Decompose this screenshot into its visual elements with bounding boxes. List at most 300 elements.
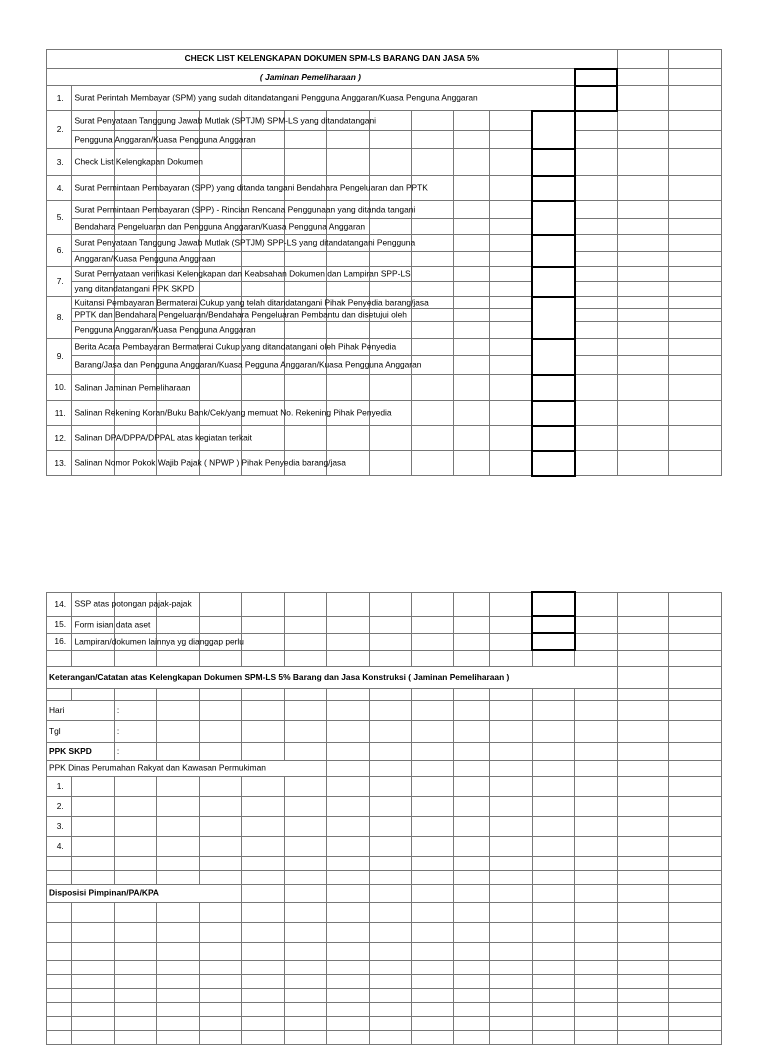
grid-cell bbox=[575, 1002, 617, 1016]
grid-cell bbox=[454, 902, 490, 922]
grid-cell bbox=[532, 1016, 574, 1030]
grid-cell bbox=[617, 666, 668, 688]
grid-cell bbox=[668, 884, 721, 902]
grid-cell bbox=[157, 776, 199, 796]
grid-cell bbox=[284, 592, 326, 616]
grid-cell bbox=[490, 235, 532, 252]
grid-cell bbox=[47, 942, 72, 960]
grid-cell bbox=[411, 282, 453, 297]
check-box bbox=[532, 592, 574, 616]
grid-cell bbox=[532, 720, 574, 742]
grid-cell bbox=[454, 235, 490, 252]
grid-cell bbox=[668, 297, 721, 309]
item-text bbox=[72, 375, 191, 401]
grid-cell bbox=[454, 922, 490, 942]
grid-cell bbox=[199, 836, 241, 856]
grid-cell bbox=[411, 836, 453, 856]
grid-cell bbox=[454, 252, 490, 267]
grid-cell bbox=[454, 720, 490, 742]
grid-cell bbox=[617, 742, 668, 760]
grid-cell bbox=[157, 1030, 199, 1044]
grid-cell bbox=[668, 720, 721, 742]
grid-cell bbox=[327, 742, 369, 760]
grid-cell bbox=[242, 836, 284, 856]
checklist-upper-table bbox=[46, 49, 722, 477]
grid-cell bbox=[72, 870, 114, 884]
grid-cell bbox=[617, 267, 668, 282]
item-text-text: Salinan Nomor Pokok Wajib Pajak ( NPWP ) Pihak Penyedia barang/jasa bbox=[74, 457, 346, 468]
grid-cell bbox=[284, 1030, 326, 1044]
grid-cell bbox=[575, 616, 617, 633]
grid-cell bbox=[617, 297, 668, 309]
grid-cell bbox=[157, 688, 199, 700]
grid-cell bbox=[617, 69, 668, 86]
grid-cell bbox=[575, 720, 617, 742]
item-text bbox=[72, 149, 203, 176]
grid-cell bbox=[284, 633, 326, 650]
grid-cell bbox=[369, 816, 411, 836]
grid-cell bbox=[668, 796, 721, 816]
grid-cell bbox=[454, 988, 490, 1002]
grid-cell bbox=[668, 86, 721, 111]
grid-cell bbox=[411, 592, 453, 616]
grid-cell bbox=[157, 700, 199, 720]
grid-cell bbox=[575, 219, 617, 235]
grid-cell bbox=[114, 1016, 156, 1030]
grid-cell bbox=[327, 131, 369, 149]
grid-cell bbox=[575, 870, 617, 884]
grid-cell bbox=[668, 1002, 721, 1016]
grid-cell bbox=[575, 401, 617, 426]
item-text-text: Salinan Jaminan Pemeliharaan bbox=[74, 382, 191, 393]
grid-cell bbox=[327, 426, 369, 451]
grid-cell bbox=[575, 201, 617, 219]
grid-cell bbox=[157, 856, 199, 870]
grid-cell bbox=[490, 700, 532, 720]
grid-cell bbox=[454, 960, 490, 974]
grid-cell bbox=[411, 884, 453, 902]
grid-cell bbox=[199, 974, 241, 988]
grid-cell bbox=[242, 884, 284, 902]
grid-cell bbox=[284, 816, 326, 836]
grid-cell bbox=[454, 426, 490, 451]
item-number: 8. bbox=[47, 297, 72, 339]
grid-cell bbox=[72, 942, 114, 960]
grid-cell bbox=[411, 688, 453, 700]
grid-cell bbox=[454, 650, 490, 666]
grid-cell bbox=[668, 760, 721, 776]
grid-cell bbox=[114, 870, 156, 884]
grid-cell bbox=[411, 616, 453, 633]
grid-cell bbox=[490, 401, 532, 426]
grid-cell bbox=[532, 760, 574, 776]
item-text-text: Kuitansi Pembayaran Bermaterai Cukup yang telah ditandatangani Pihak Penyedia barang/jasa bbox=[74, 297, 429, 308]
grid-cell bbox=[411, 720, 453, 742]
grid-cell bbox=[242, 942, 284, 960]
item-text-text: Barang/Jasa dan Pengguna Anggaran/Kuasa Pegguna Anggaran/Kuasa Pengguna Anggaran bbox=[74, 359, 422, 370]
grid-cell bbox=[242, 688, 284, 700]
grid-cell bbox=[327, 884, 369, 902]
grid-cell bbox=[617, 633, 668, 650]
grid-cell bbox=[454, 884, 490, 902]
grid-cell bbox=[199, 816, 241, 836]
grid-cell bbox=[532, 960, 574, 974]
grid-cell bbox=[157, 870, 199, 884]
grid-cell bbox=[532, 974, 574, 988]
grid-cell bbox=[617, 960, 668, 974]
grid-cell bbox=[47, 1016, 72, 1030]
grid-cell bbox=[327, 1016, 369, 1030]
grid-cell bbox=[242, 633, 284, 650]
grid-cell bbox=[199, 616, 241, 633]
grid-cell bbox=[327, 252, 369, 267]
grid-cell bbox=[369, 1002, 411, 1016]
item-text bbox=[72, 633, 244, 650]
grid-cell bbox=[668, 922, 721, 942]
grid-cell bbox=[284, 988, 326, 1002]
grid-cell bbox=[199, 942, 241, 960]
grid-cell bbox=[411, 870, 453, 884]
grid-cell bbox=[575, 252, 617, 267]
grid-cell bbox=[369, 426, 411, 451]
grid-cell bbox=[490, 149, 532, 176]
grid-cell bbox=[668, 974, 721, 988]
grid-cell bbox=[617, 176, 668, 201]
grid-cell bbox=[575, 650, 617, 666]
grid-cell bbox=[242, 149, 284, 176]
grid-cell bbox=[72, 796, 114, 816]
grid-cell bbox=[114, 796, 156, 816]
grid-cell bbox=[617, 688, 668, 700]
grid-cell bbox=[575, 426, 617, 451]
grid-cell bbox=[617, 1030, 668, 1044]
grid-cell bbox=[490, 322, 532, 339]
grid-cell bbox=[668, 339, 721, 356]
grid-cell bbox=[327, 616, 369, 633]
ppk-dinas-label bbox=[47, 760, 327, 776]
grid-cell bbox=[327, 974, 369, 988]
grid-cell bbox=[575, 760, 617, 776]
grid-cell bbox=[532, 700, 574, 720]
grid-cell bbox=[617, 111, 668, 131]
grid-cell bbox=[369, 592, 411, 616]
grid-cell bbox=[668, 322, 721, 339]
grid-cell bbox=[284, 856, 326, 870]
grid-cell bbox=[411, 267, 453, 282]
grid-cell bbox=[411, 339, 453, 356]
grid-cell bbox=[575, 960, 617, 974]
grid-cell bbox=[575, 700, 617, 720]
item-text-text: Berita Acara Pembayaran Bermaterai Cukup yang ditandatangani oleh Pihak Penyedia bbox=[74, 341, 397, 352]
grid-cell bbox=[327, 592, 369, 616]
grid-cell bbox=[668, 309, 721, 322]
grid-cell bbox=[532, 1002, 574, 1016]
grid-cell bbox=[490, 451, 532, 476]
grid-cell bbox=[411, 922, 453, 942]
grid-cell bbox=[490, 742, 532, 760]
grid-cell bbox=[411, 401, 453, 426]
grid-cell bbox=[411, 201, 453, 219]
grid-cell bbox=[617, 219, 668, 235]
grid-cell bbox=[454, 356, 490, 375]
grid-cell bbox=[369, 219, 411, 235]
grid-cell bbox=[668, 426, 721, 451]
grid-cell bbox=[284, 922, 326, 942]
grid-cell bbox=[284, 776, 326, 796]
grid-cell bbox=[617, 322, 668, 339]
grid-cell bbox=[199, 1030, 241, 1044]
grid-cell bbox=[532, 942, 574, 960]
grid-cell bbox=[617, 988, 668, 1002]
grid-cell bbox=[668, 742, 721, 760]
grid-cell bbox=[575, 267, 617, 282]
grid-cell bbox=[411, 426, 453, 451]
grid-cell bbox=[617, 616, 668, 633]
item-number: 10. bbox=[47, 375, 72, 401]
item-text-text: Lampiran/dokumen lainnya yg dianggap perlu bbox=[74, 636, 244, 647]
hari-label: Hari bbox=[47, 700, 115, 720]
grid-cell bbox=[575, 282, 617, 297]
grid-cell bbox=[668, 111, 721, 131]
item-text bbox=[72, 201, 416, 219]
grid-cell bbox=[411, 650, 453, 666]
grid-cell bbox=[575, 856, 617, 870]
grid-cell bbox=[411, 451, 453, 476]
grid-cell bbox=[668, 666, 721, 688]
grid-cell bbox=[532, 870, 574, 884]
grid-cell bbox=[411, 149, 453, 176]
item-text bbox=[72, 339, 397, 356]
grid-cell bbox=[617, 942, 668, 960]
grid-cell bbox=[490, 111, 532, 131]
item-text-text: Anggaran/Kuasa Pengguna Anggraan bbox=[74, 253, 216, 264]
grid-cell bbox=[72, 650, 114, 666]
grid-cell bbox=[369, 616, 411, 633]
grid-cell bbox=[327, 322, 369, 339]
check-box bbox=[532, 426, 574, 451]
item-number: 1. bbox=[47, 86, 72, 111]
item-text bbox=[72, 401, 392, 426]
grid-cell bbox=[454, 974, 490, 988]
grid-cell bbox=[411, 111, 453, 131]
grid-cell bbox=[575, 1016, 617, 1030]
grid-cell bbox=[668, 960, 721, 974]
grid-cell bbox=[369, 633, 411, 650]
grid-cell bbox=[575, 776, 617, 796]
item-text bbox=[72, 131, 256, 149]
check-box bbox=[532, 451, 574, 476]
grid-cell bbox=[490, 1016, 532, 1030]
grid-cell bbox=[575, 356, 617, 375]
grid-cell bbox=[490, 339, 532, 356]
grid-cell bbox=[157, 942, 199, 960]
grid-cell bbox=[454, 633, 490, 650]
grid-cell bbox=[114, 1030, 156, 1044]
grid-cell bbox=[72, 1002, 114, 1016]
grid-cell bbox=[617, 426, 668, 451]
grid-cell bbox=[157, 836, 199, 856]
grid-cell bbox=[411, 776, 453, 796]
grid-cell bbox=[284, 149, 326, 176]
grid-cell bbox=[617, 836, 668, 856]
grid-cell bbox=[157, 720, 199, 742]
grid-cell bbox=[157, 796, 199, 816]
grid-cell bbox=[617, 339, 668, 356]
grid-cell bbox=[490, 1030, 532, 1044]
grid-cell bbox=[617, 201, 668, 219]
item-text bbox=[72, 322, 256, 339]
item-text-text: Surat Penyataan Tanggung Jawab Mutlak (SPTJM) SPM-LS yang ditandatangani bbox=[74, 115, 376, 126]
grid-cell bbox=[242, 1030, 284, 1044]
colon-cell: : bbox=[114, 720, 156, 742]
grid-cell bbox=[284, 375, 326, 401]
check-box bbox=[532, 616, 574, 633]
grid-cell bbox=[668, 776, 721, 796]
grid-cell bbox=[575, 176, 617, 201]
grid-cell bbox=[575, 942, 617, 960]
item-text bbox=[72, 219, 366, 235]
check-box bbox=[575, 69, 617, 86]
grid-cell bbox=[617, 760, 668, 776]
grid-cell bbox=[575, 816, 617, 836]
grid-cell bbox=[454, 282, 490, 297]
note-number: 2. bbox=[47, 796, 72, 816]
grid-cell bbox=[369, 131, 411, 149]
grid-cell bbox=[454, 688, 490, 700]
grid-cell bbox=[668, 149, 721, 176]
grid-cell bbox=[157, 922, 199, 942]
grid-cell bbox=[490, 309, 532, 322]
grid-cell bbox=[327, 149, 369, 176]
item-number: 4. bbox=[47, 176, 72, 201]
item-text bbox=[72, 111, 376, 131]
grid-cell bbox=[369, 451, 411, 476]
item-text bbox=[72, 235, 416, 252]
grid-cell bbox=[242, 1002, 284, 1016]
grid-cell bbox=[668, 616, 721, 633]
grid-cell bbox=[490, 426, 532, 451]
grid-cell bbox=[454, 700, 490, 720]
checklist-title: CHECK LIST KELENGKAPAN DOKUMEN SPM-LS BARANG DAN JASA 5% bbox=[47, 50, 618, 69]
grid-cell bbox=[490, 922, 532, 942]
grid-cell bbox=[369, 1016, 411, 1030]
check-box bbox=[532, 149, 574, 176]
grid-cell bbox=[575, 633, 617, 650]
grid-cell bbox=[242, 252, 284, 267]
grid-cell bbox=[668, 942, 721, 960]
grid-cell bbox=[327, 760, 369, 776]
item-text-text: Check List Kelengkapan Dokumen bbox=[74, 156, 203, 167]
grid-cell bbox=[575, 922, 617, 942]
grid-cell bbox=[490, 870, 532, 884]
grid-cell bbox=[411, 322, 453, 339]
grid-cell bbox=[411, 1002, 453, 1016]
grid-cell bbox=[199, 1002, 241, 1016]
grid-cell bbox=[454, 1016, 490, 1030]
notes-heading: Keterangan/Catatan atas Kelengkapan Dokumen SPM-LS 5% Barang dan Jasa Konstruksi ( Jaminan Pemeliharaan ) bbox=[47, 666, 618, 688]
grid-cell bbox=[454, 322, 490, 339]
grid-cell bbox=[454, 451, 490, 476]
grid-cell bbox=[327, 650, 369, 666]
grid-cell bbox=[327, 816, 369, 836]
grid-cell bbox=[617, 816, 668, 836]
grid-cell bbox=[454, 742, 490, 760]
grid-cell bbox=[199, 720, 241, 742]
grid-cell bbox=[369, 796, 411, 816]
grid-cell bbox=[284, 700, 326, 720]
item-text-text: Surat Pernyataan verifikasi Kelengkapan dan Keabsahan Dokumen dan Lampiran SPP-LS bbox=[74, 268, 411, 279]
grid-cell bbox=[454, 219, 490, 235]
grid-cell bbox=[411, 252, 453, 267]
grid-cell bbox=[284, 960, 326, 974]
item-text-text: SSP atas potongan pajak-pajak bbox=[74, 598, 192, 609]
grid-cell bbox=[617, 870, 668, 884]
checklist-lower-table bbox=[46, 591, 722, 1045]
grid-cell bbox=[411, 974, 453, 988]
grid-cell bbox=[532, 836, 574, 856]
grid-cell bbox=[575, 309, 617, 322]
grid-cell bbox=[454, 1002, 490, 1016]
grid-cell bbox=[454, 111, 490, 131]
grid-cell bbox=[284, 836, 326, 856]
grid-cell bbox=[411, 902, 453, 922]
grid-cell bbox=[369, 776, 411, 796]
grid-cell bbox=[242, 796, 284, 816]
grid-cell bbox=[369, 974, 411, 988]
grid-cell bbox=[668, 988, 721, 1002]
grid-cell bbox=[369, 252, 411, 267]
grid-cell bbox=[284, 252, 326, 267]
grid-cell bbox=[575, 451, 617, 476]
grid-cell bbox=[490, 720, 532, 742]
grid-cell bbox=[454, 149, 490, 176]
grid-cell bbox=[668, 1030, 721, 1044]
grid-cell bbox=[284, 688, 326, 700]
grid-cell bbox=[617, 592, 668, 616]
grid-cell bbox=[369, 836, 411, 856]
grid-cell bbox=[454, 942, 490, 960]
grid-cell bbox=[668, 633, 721, 650]
grid-cell bbox=[454, 776, 490, 796]
grid-cell bbox=[668, 131, 721, 149]
grid-cell bbox=[369, 149, 411, 176]
grid-cell bbox=[369, 282, 411, 297]
grid-cell bbox=[668, 816, 721, 836]
grid-cell bbox=[199, 856, 241, 870]
item-number: 13. bbox=[47, 451, 72, 476]
grid-cell bbox=[454, 816, 490, 836]
grid-cell bbox=[490, 974, 532, 988]
grid-cell bbox=[668, 592, 721, 616]
grid-cell bbox=[532, 856, 574, 870]
grid-cell bbox=[199, 960, 241, 974]
grid-cell bbox=[199, 902, 241, 922]
grid-cell bbox=[575, 974, 617, 988]
item-text-text: Surat Permintaan Pembayaran (SPP) yang ditanda tangani Bendahara Pengeluaran dan PPTK bbox=[74, 182, 428, 193]
item-number: 11. bbox=[47, 401, 72, 426]
grid-cell bbox=[668, 375, 721, 401]
grid-cell bbox=[369, 884, 411, 902]
grid-cell bbox=[617, 1016, 668, 1030]
grid-cell bbox=[411, 742, 453, 760]
grid-cell bbox=[411, 219, 453, 235]
grid-cell bbox=[668, 401, 721, 426]
grid-cell bbox=[199, 282, 241, 297]
grid-cell bbox=[284, 796, 326, 816]
grid-cell bbox=[490, 252, 532, 267]
grid-cell bbox=[668, 219, 721, 235]
grid-cell bbox=[47, 1030, 72, 1044]
